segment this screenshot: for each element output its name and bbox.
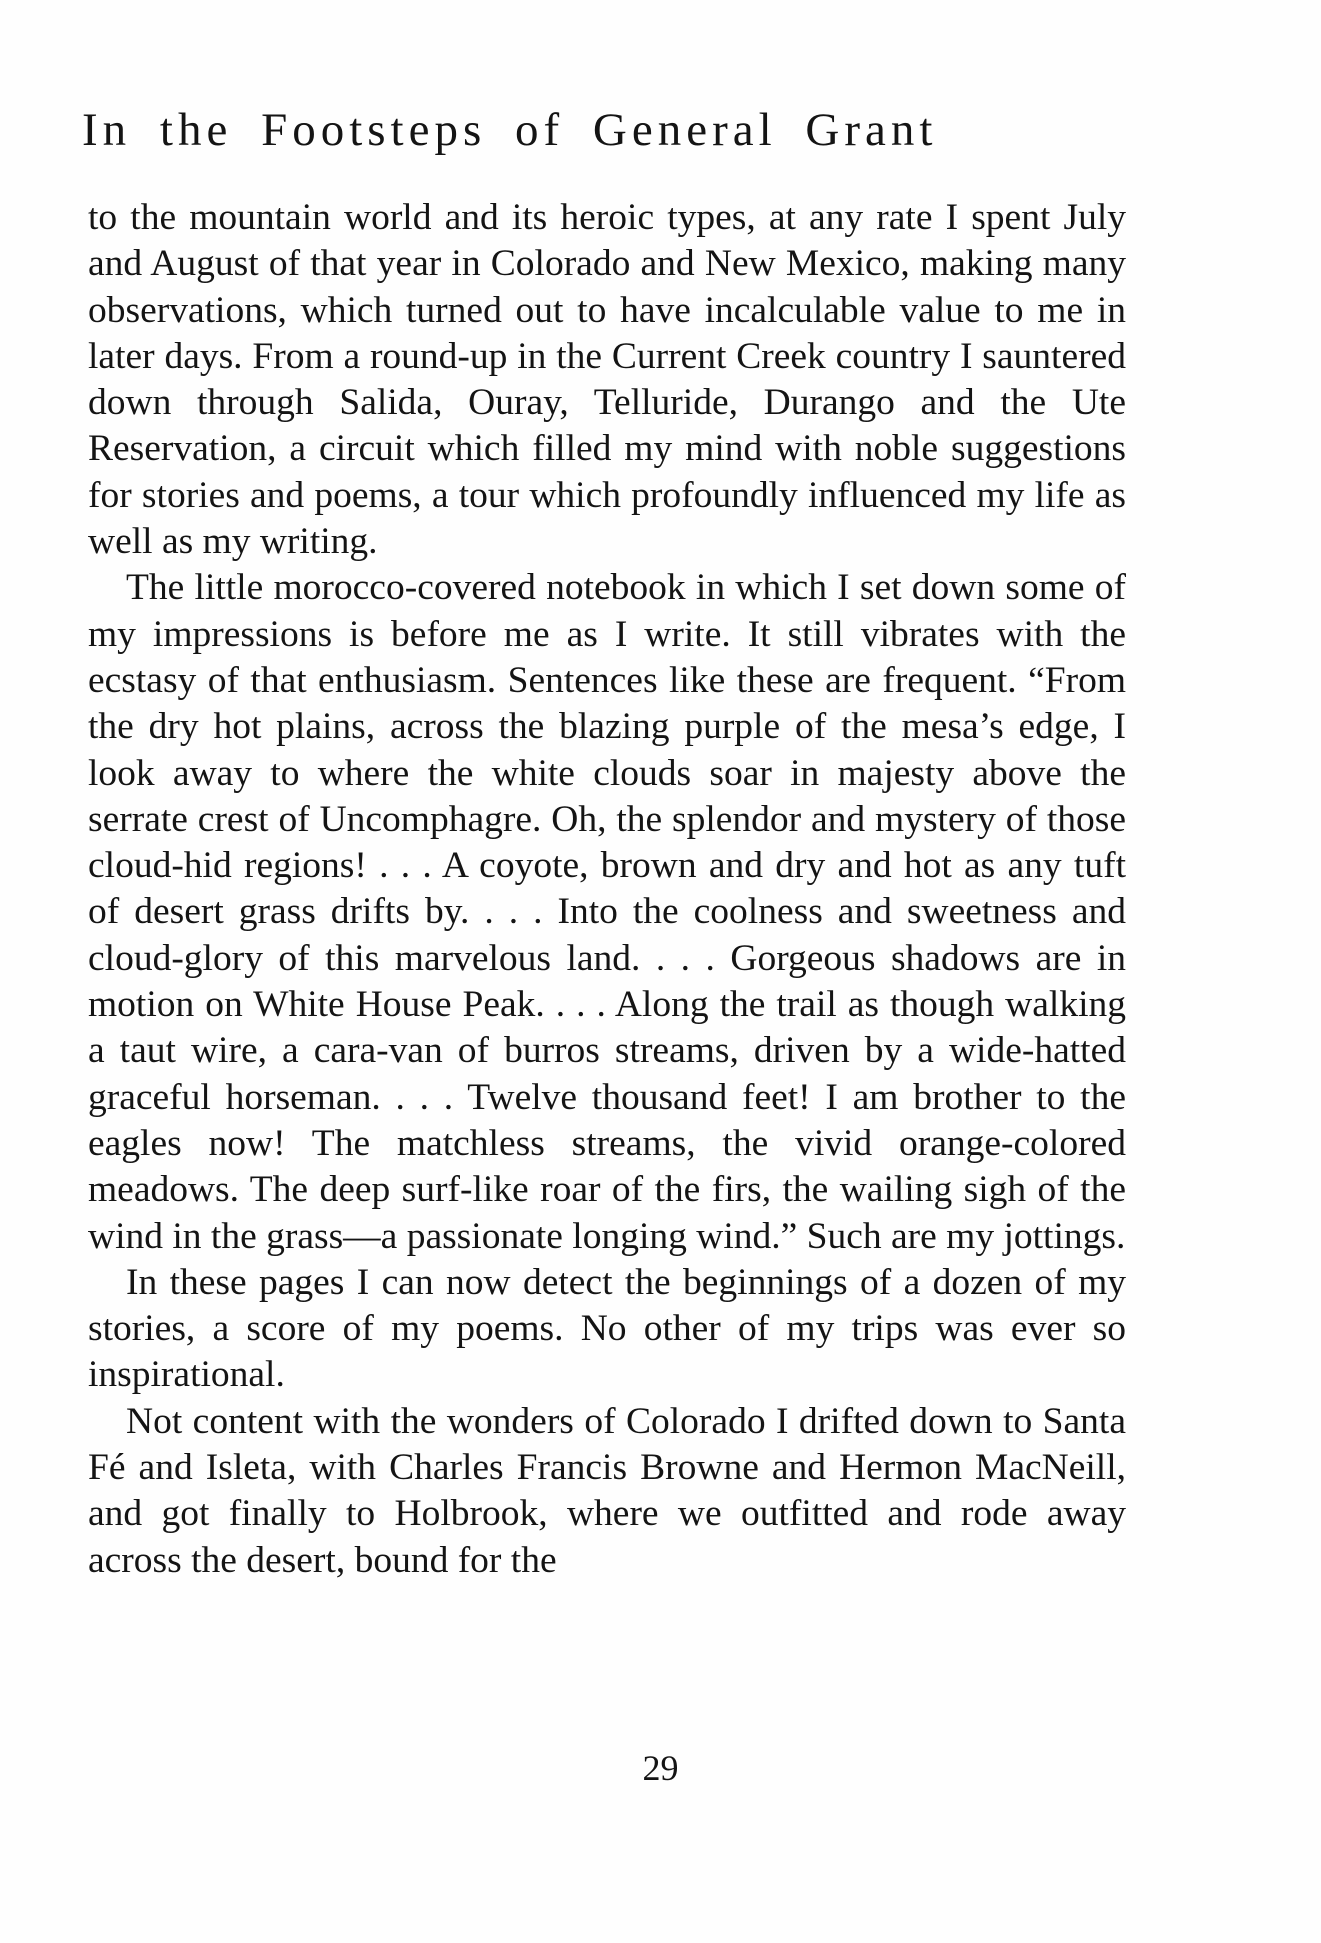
body-text	[88, 195, 1126, 1584]
running-head-title: In the Footsteps of General Grant	[82, 104, 938, 156]
paragraph-pages: In these pages I can now detect the beginnings of a dozen of my stories, a score of my poems. No other of my trips was ever so inspirational.	[88, 1261, 1126, 1396]
paragraph-notebook: The little morocco-covered notebook in which I set down some of my impressions is before me as I write. It still vibrates with the ecstasy of that enthusiasm. Sentences like these are frequent. “From the dry hot plains, across the blazing purple of the mesa’s edge, I look away to where the white clouds soar in majesty above the serrate crest of Uncomphagre. Oh, the splendor and mystery of those cloud-hid regions! . . . A coyote, brown and dry and hot as any tuft of desert grass drifts by. . . . Into the coolness and sweetness and cloud-glory of this marvelous land. . . . Gorgeous shadows are in motion on White House Peak. . . . Along the trail as though walking a taut wire, a cara-van of burros streams, driven by a wide-hatted graceful horseman. . . . Twelve thousand feet! I am brother to the eagles now! The matchless streams, the vivid orange-colored meadows. The deep surf-like roar of the firs, the wailing sigh of the wind in the grass—a passionate longing wind.” Such are my jottings.	[88, 567, 1126, 1257]
paragraph-santa-fe: Not content with the wonders of Colorado I drifted down to Santa Fé and Isleta, with Charles Francis Browne and Hermon MacNeill, and got finally to Holbrook, where we outfitted and rode away across the desert, bound for the	[88, 1400, 1126, 1581]
paragraph-continued: to the mountain world and its heroic types, at any rate I spent July and August of that year in Colorado and New Mexico, making many observations, which turned out to have incalculable value to me in later days. From a round-up in the Current Creek country I sauntered down through Salida, Ouray, Telluride, Durango and the Ute Reservation, a circuit which filled my mind with noble suggestions for stories and poems, a tour which profoundly influenced my life as well as my writing.	[88, 197, 1126, 563]
page-number: 29	[642, 1748, 679, 1788]
